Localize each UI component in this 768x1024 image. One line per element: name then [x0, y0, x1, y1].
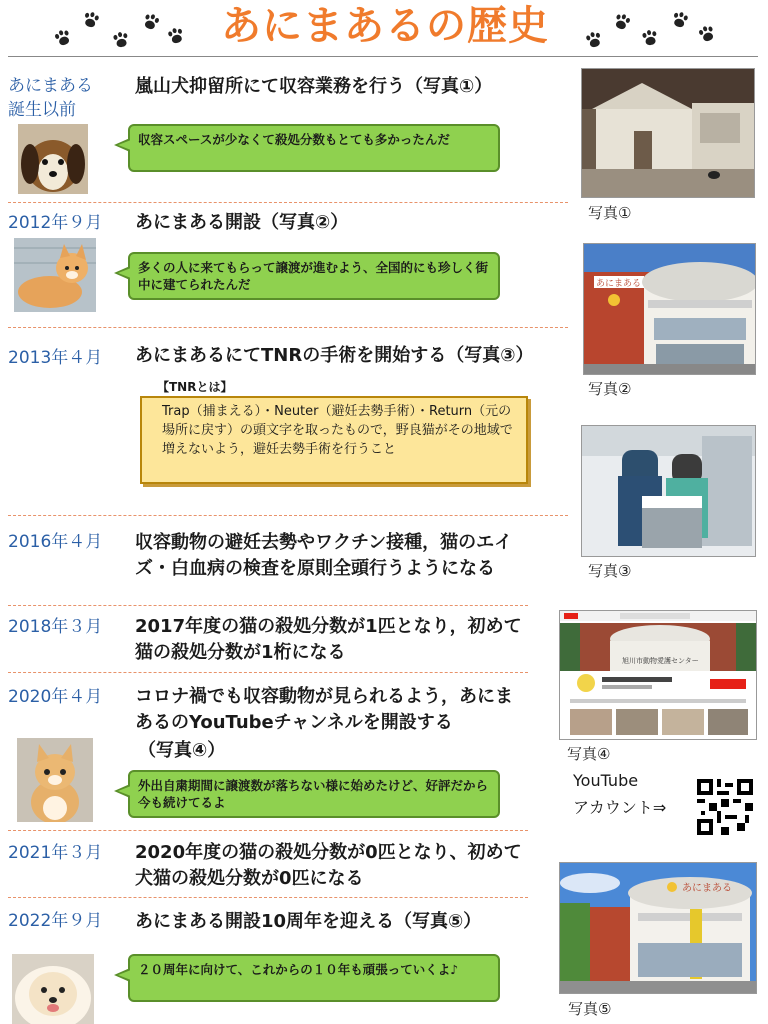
paw-icon: [583, 30, 605, 50]
timeline-event: あにまあるにてTNRの手術を開始する（写真③）: [135, 345, 534, 366]
speech-bubble: 収容スペースが少なくて殺処分数もとても多かったんだ: [128, 124, 500, 172]
dog-photo-avatar: [18, 124, 88, 194]
photo-caption: 写真③: [588, 562, 632, 580]
timeline-date: 2022年９月: [8, 911, 103, 931]
timeline-event: 嵐山犬抑留所にて収容業務を行う（写真①）: [135, 76, 493, 97]
timeline-date: 2016年４月: [8, 532, 103, 552]
timeline-event: 2017年度の猫の殺処分数が1匹となり，初めて猫の殺処分数が1桁になる: [135, 616, 522, 663]
timeline-date: 2013年４月: [8, 348, 103, 368]
section-divider: [8, 605, 528, 606]
tnr-label: 【TNRとは】: [157, 380, 233, 394]
tnr-definition-box: Trap（捕まえる）・Neuter（避妊去勢手術）・Return（元の場所に戻す）の頭文字を取ったもので，野良猫がその地域で増えないよう，避妊去勢手術を行うこと: [140, 396, 528, 484]
photo-caption: 写真②: [588, 380, 632, 398]
paw-prints-right: [583, 8, 723, 50]
timeline-date: 2021年３月: [8, 843, 103, 863]
photo-caption: 写真⑤: [568, 1000, 612, 1018]
photo-1-kennel: [581, 68, 755, 198]
youtube-qr-code[interactable]: [697, 779, 753, 835]
section-divider: [8, 327, 568, 328]
speech-bubble: 外出自粛期間に譲渡数が落ちない様に始めたけど、好評だから今も続けてるよ: [128, 770, 500, 818]
timeline-event: 収容動物の避妊去勢やワクチン接種，猫のエイズ・白血病の検査を原則全頭行うようになる: [135, 532, 513, 579]
cat-photo-avatar: [14, 238, 96, 312]
kitten-photo-avatar: [17, 738, 93, 822]
section-divider: [8, 897, 528, 898]
paw-icon: [80, 10, 102, 30]
paw-prints-left: [52, 8, 192, 50]
timeline-date: 2020年４月: [8, 687, 103, 707]
section-divider: [8, 672, 528, 673]
timeline-date: 2012年９月: [8, 213, 103, 233]
header-divider: [8, 56, 758, 57]
timeline-event: 2020年度の猫の殺処分数が0匹となり、初めて犬猫の殺処分数が0匹になる: [135, 842, 522, 889]
paw-icon: [611, 11, 633, 32]
section-divider: [8, 515, 568, 516]
photo-5-anniversary-building: [559, 862, 757, 994]
paw-icon: [696, 23, 718, 44]
building-sign-text: あにまある: [596, 279, 642, 289]
youtube-account-label: アカウント⇒: [573, 798, 667, 817]
timeline-event: あにまある開設（写真②）: [135, 212, 349, 233]
page-title: あにまあるの歴史: [221, 3, 549, 49]
section-divider: [8, 830, 528, 831]
building-sign-text: あにまある: [682, 883, 732, 894]
timeline-date: あにまある 誕生以前: [8, 76, 93, 120]
center-name-text: 旭川市動物愛護センター: [622, 657, 699, 665]
paw-icon: [140, 11, 162, 32]
photo-caption: 写真④: [567, 745, 611, 763]
timeline-event: コロナ禍でも収容動物が見られるよう，あにまあるのYouTubeチャンネルを開設する: [135, 686, 513, 733]
photo-3-surgery: [581, 425, 756, 557]
timeline-event: あにまある開設10周年を迎える（写真⑤）: [135, 911, 482, 932]
paw-icon: [165, 26, 187, 46]
photo-caption: 写真①: [588, 204, 632, 222]
speech-bubble: 多くの人に来てもらって譲渡が進むよう、全国的にも珍しく街中に建てられたんだ: [128, 252, 500, 300]
paw-icon: [669, 10, 691, 30]
speech-bubble: ２０周年に向けて、これからの１０年も頑張っていくよ♪: [128, 954, 500, 1002]
timeline-date: 2018年３月: [8, 617, 103, 637]
paw-icon: [111, 31, 132, 50]
timeline-event-photo-ref: （写真④）: [138, 740, 226, 761]
paw-icon: [52, 27, 74, 48]
youtube-label: YouTube: [573, 771, 639, 790]
photo-2-center-building: [583, 243, 756, 375]
pomeranian-photo-avatar: [12, 954, 94, 1024]
photo-4-youtube-channel: [559, 610, 757, 740]
paw-icon: [640, 29, 661, 48]
section-divider: [8, 202, 568, 203]
